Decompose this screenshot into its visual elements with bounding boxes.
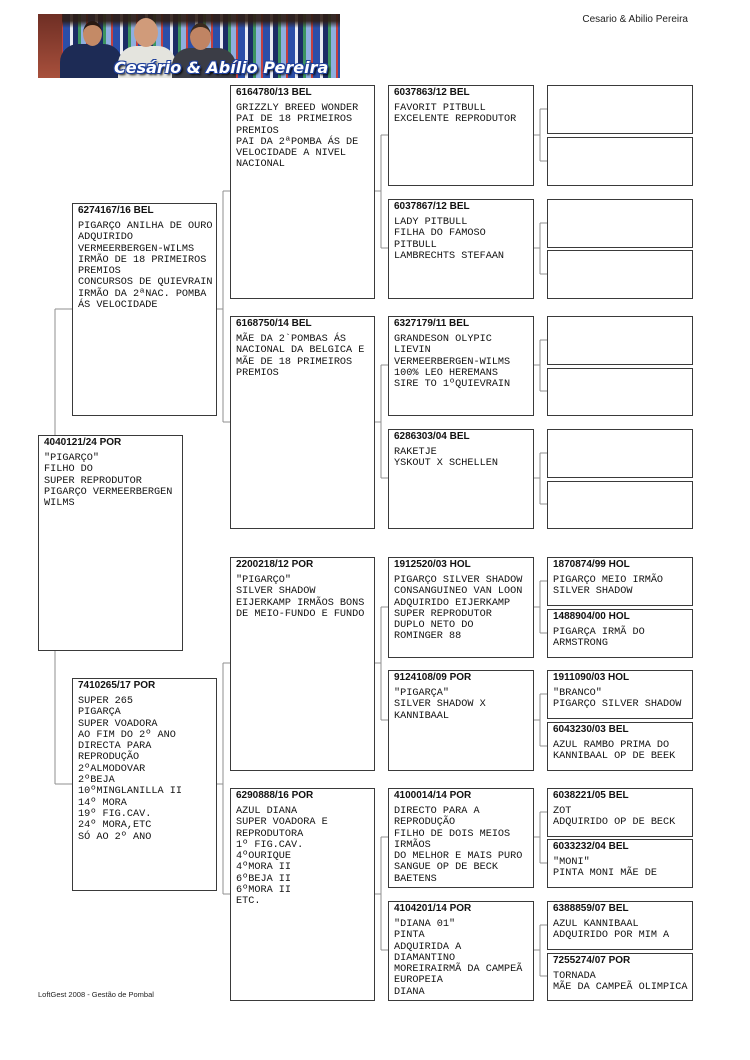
great-great-grandparent-card	[547, 316, 693, 365]
ring-number: 6038221/05 BEL	[553, 790, 629, 801]
banner-logo-title: Cesário & Abílio Pereira	[114, 58, 329, 77]
great-great-grandparent-card	[547, 481, 693, 529]
grandparent-card	[230, 788, 375, 1001]
ancestor-notes: MÃE DA 2`POMBAS ÁS NACIONAL DA BELGICA E MÃE DE 18 PRIMEIROS PREMIOS	[236, 334, 365, 379]
ancestor-notes: PIGARÇO MEIO IRMÃO SILVER SHADOW	[553, 575, 664, 598]
great-great-grandparent-card	[547, 250, 693, 299]
ancestor-notes: GRIZZLY BREED WONDER PAI DE 18 PRIMEIROS PREMIOS PAI DA 2ªPOMBA ÁS DE VELOCIDADE A NIVEL NACIONAL	[236, 103, 359, 171]
ring-number	[553, 431, 689, 443]
great-great-grandparent-card	[547, 670, 693, 719]
ancestor-notes: ZOT ADQUIRIDO OP DE BECK	[553, 806, 676, 829]
connector-great-grandparent-8	[534, 925, 547, 976]
great-great-grandparent-card	[547, 839, 693, 888]
great-great-grandparent-card	[547, 901, 693, 950]
ring-number: 6388859/07 BEL	[553, 903, 629, 914]
sire-card	[72, 203, 217, 416]
great-great-grandparent-card	[547, 788, 693, 837]
great-grandparent-card	[388, 85, 534, 186]
great-grandparent-card	[388, 901, 534, 1001]
great-grandparent-card	[388, 788, 534, 888]
great-great-grandparent-card	[547, 85, 693, 134]
ring-number: 6286303/04 BEL	[394, 431, 470, 442]
connector-grandparent-3	[375, 607, 388, 720]
great-great-grandparent-card	[547, 199, 693, 248]
great-great-grandparent-card	[547, 609, 693, 658]
ring-number: 6327179/11 BEL	[394, 318, 470, 329]
connector-great-grandparent-3	[534, 340, 547, 391]
ring-number: 6043230/03 BEL	[553, 724, 629, 735]
ancestor-notes: FAVORIT PITBULL EXCELENTE REPRODUTOR	[394, 103, 517, 126]
great-grandparent-card	[388, 429, 534, 529]
ancestor-notes: PIGARÇA IRMÃ DO ARMSTRONG	[553, 627, 645, 650]
great-grandparent-card	[388, 199, 534, 299]
dam-card	[72, 678, 217, 891]
ring-number: 4104201/14 POR	[394, 903, 472, 914]
ring-number: 1911090/03 HOL	[553, 672, 630, 683]
connector-great-grandparent-2	[534, 223, 547, 274]
grandparent-card	[230, 557, 375, 771]
great-great-grandparent-card	[547, 137, 693, 186]
connector-great-grandparent-7	[534, 812, 547, 863]
ring-number	[553, 139, 689, 151]
connector-dam	[217, 663, 230, 894]
great-great-grandparent-card	[547, 429, 693, 478]
ring-number: 6168750/14 BEL	[236, 318, 312, 329]
ring-number	[553, 318, 689, 330]
ring-number: 6164780/13 BEL	[236, 87, 312, 98]
ring-number: 6290888/16 POR	[236, 790, 314, 801]
ring-number: 7255274/07 POR	[553, 955, 631, 966]
ancestor-notes: AZUL KANNIBAAL ADQUIRIDO POR MIM A	[553, 919, 670, 942]
grandparent-card	[230, 316, 375, 529]
ring-number: 9124108/09 POR	[394, 672, 472, 683]
ring-number: 4040121/24 POR	[44, 437, 122, 448]
connector-great-grandparent-4	[534, 453, 547, 504]
connector-sire	[217, 191, 230, 422]
footer-software-credit: LoftGest 2008 - Gestão de Pombal	[38, 990, 154, 999]
ring-number: 6037867/12 BEL	[394, 201, 470, 212]
connector-great-grandparent-6	[534, 694, 547, 746]
ancestor-notes: "MONI" PINTA MONI MÃE DE	[553, 857, 657, 880]
connector-grandparent-2	[375, 365, 388, 478]
ancestor-notes: "PIGARÇO" FILHO DO SUPER REPRODUTOR PIGARÇO VERMEERBERGEN WILMS	[44, 453, 173, 510]
great-grandparent-card	[388, 557, 534, 658]
ancestor-notes: AZUL DIANA SUPER VOADORA E REPRODUTORA 1º FIG.CAV. 4ºOURIQUE 4ºMORA II 6ºBEJA II 6ºMORA II ETC.	[236, 806, 328, 908]
ring-number: 6274167/16 BEL	[78, 205, 154, 216]
ancestor-notes: PIGARÇO ANILHA DE OURO ADQUIRIDO VERMEERBERGEN-WILMS IRMÃO DE 18 PRIMEIROS PREMIOS CONCURSOS DE QUIEVRAIN IRMÃO DA 2ªNAC. POMBA ÁS VELOCIDADE	[78, 221, 213, 312]
ancestor-notes: "PIGARÇO" SILVER SHADOW EIJERKAMP IRMÃOS BONS DE MEIO-FUNDO E FUNDO	[236, 575, 365, 620]
ring-number: 6037863/12 BEL	[394, 87, 470, 98]
ancestor-notes: "PIGARÇA" SILVER SHADOW X KANNIBAAL	[394, 688, 486, 722]
ring-number: 6033232/04 BEL	[553, 841, 629, 852]
great-great-grandparent-card	[547, 557, 693, 606]
ancestor-notes: RAKETJE YSKOUT X SCHELLEN	[394, 447, 498, 470]
ancestor-notes: "BRANCO" PIGARÇO SILVER SHADOW	[553, 688, 682, 711]
ring-number	[553, 87, 689, 99]
ancestor-notes: SUPER 265 PIGARÇA SUPER VOADORA AO FIM DO 2º ANO DIRECTA PARA REPRODUÇÃO 2ºALMODOVAR 2ºBEJA 10ºMINGLANILLA II 14º MORA 19º FIG.CAV. 24º MORA,ETC SÓ AO 2º ANO	[78, 696, 182, 843]
great-grandparent-card	[388, 316, 534, 416]
ancestor-notes: GRANDESON OLYPIC LIEVIN VERMEERBERGEN-WILMS 100% LEO HEREMANS SIRE TO 1ºQUIEVRAIN	[394, 334, 511, 391]
ring-number	[553, 370, 689, 382]
ring-number	[553, 483, 689, 495]
ring-number: 4100014/14 POR	[394, 790, 472, 801]
ancestor-notes: "DIANA 01" PINTA ADQUIRIDA A DIAMANTINO MOREIRAIRMÃ DA CAMPEÃ EUROPEIA DIANA	[394, 919, 523, 998]
connector-grandparent-1	[375, 135, 388, 248]
ring-number	[553, 252, 689, 264]
ancestor-notes: PIGARÇO SILVER SHADOW CONSANGUINEO VAN LOON ADQUIRIDO EIJERKAMP SUPER REPRODUTOR DUPLO NETO DO ROMINGER 88	[394, 575, 523, 643]
great-great-grandparent-card	[547, 368, 693, 416]
great-great-grandparent-card	[547, 722, 693, 771]
ring-number: 2200218/12 POR	[236, 559, 314, 570]
connector-grandparent-4	[375, 837, 388, 950]
grandparent-card	[230, 85, 375, 299]
ring-number: 1870874/99 HOL	[553, 559, 630, 570]
connector-great-grandparent-5	[534, 581, 547, 633]
ancestor-notes: DIRECTO PARA A REPRODUÇÃO FILHO DE DOIS MEIOS IRMÃOS DO MELHOR E MAIS PURO SANGUE OP DE BECK BAETENS	[394, 806, 523, 885]
ring-number: 1488904/00 HOL	[553, 611, 630, 622]
ancestor-notes: LADY PITBULL FILHA DO FAMOSO PITBULL LAMBRECHTS STEFAAN	[394, 217, 505, 262]
ring-number	[553, 201, 689, 213]
subject-card	[38, 435, 183, 651]
ring-number: 1912520/03 HOL	[394, 559, 471, 570]
great-great-grandparent-card	[547, 953, 693, 1001]
ancestor-notes: AZUL RAMBO PRIMA DO KANNIBAAL OP DE BEEK	[553, 740, 676, 763]
ring-number: 7410265/17 POR	[78, 680, 156, 691]
ancestor-notes: TORNADA MÃE DA CAMPEÃ OLIMPICA	[553, 971, 688, 994]
great-grandparent-card	[388, 670, 534, 771]
owner-name: Cesario & Abilio Pereira	[582, 14, 688, 25]
connector-great-grandparent-1	[534, 109, 547, 161]
